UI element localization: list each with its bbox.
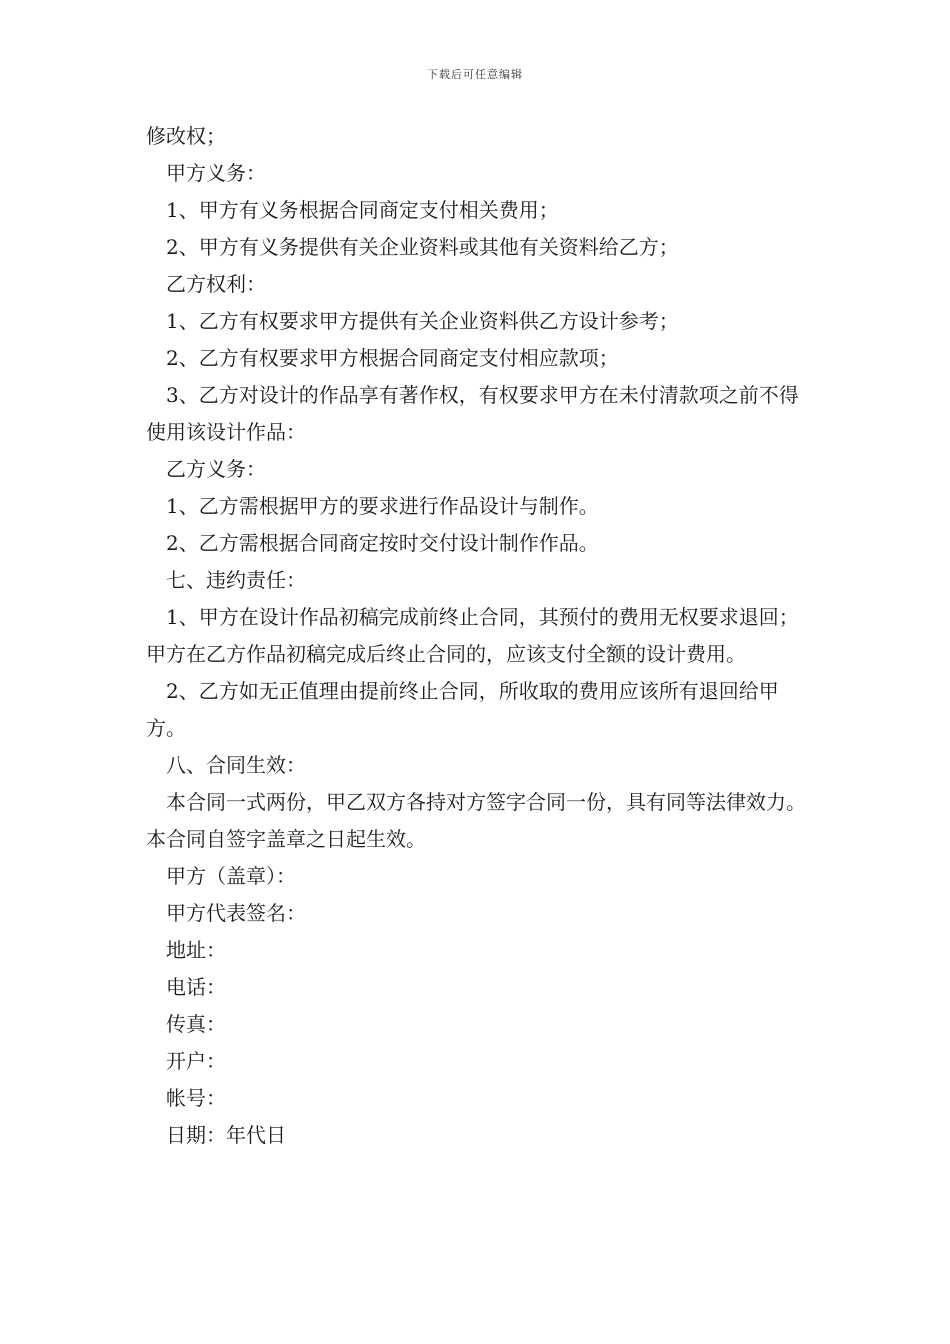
- list-item: 1、乙方需根据甲方的要求进行作品设计与制作。: [166, 494, 599, 518]
- section-party-a-obligations: 甲方义务：: [166, 161, 266, 185]
- signature-field-fax: 传真：: [166, 1012, 226, 1036]
- signature-field-seal: 甲方（盖章）：: [166, 864, 296, 888]
- list-item: 1、甲方有义务根据合同商定支付相关费用；: [166, 198, 559, 222]
- signature-field-bank: 开户：: [166, 1049, 226, 1073]
- list-item: 1、乙方有权要求甲方提供有关企业资料供乙方设计参考；: [166, 309, 679, 333]
- signature-field-date: 日期：年代日: [166, 1123, 286, 1147]
- header-note: 下载后可任意编辑: [427, 68, 523, 81]
- signature-field-representative: 甲方代表签名：: [166, 901, 306, 925]
- list-item: 2、乙方有权要求甲方根据合同商定支付相应款项；: [166, 346, 619, 370]
- section-party-b-rights: 乙方权利：: [166, 272, 266, 296]
- paragraph-modify-right: 修改权；: [146, 124, 226, 148]
- list-item: 2、乙方需根据合同商定按时交付设计制作作品。: [166, 531, 599, 555]
- section-contract-effect: 八、合同生效：: [166, 753, 306, 777]
- section-party-b-obligations: 乙方义务：: [166, 457, 266, 481]
- paragraph-effect-clause: 本合同一式两份，甲乙双方各持对方签字合同一份，具有同等法律效力。本合同自签字盖章之日起生效。: [146, 790, 806, 851]
- list-item: 2、乙方如无正值理由提前终止合同，所收取的费用应该所有退回给甲方。: [146, 679, 779, 740]
- signature-field-address: 地址：: [166, 938, 226, 962]
- signature-field-account: 帐号：: [166, 1086, 226, 1110]
- signature-field-phone: 电话：: [166, 975, 226, 999]
- list-item: 1、甲方在设计作品初稿完成前终止合同，其预付的费用无权要求退回；甲方在乙方作品初稿完成后终止合同的，应该支付全额的设计费用。: [146, 605, 799, 666]
- section-breach-liability: 七、违约责任：: [166, 568, 306, 592]
- document-body: [146, 118, 808, 1154]
- list-item: 3、乙方对设计的作品享有著作权，有权要求甲方在未付清款项之前不得使用该设计作品：: [146, 383, 799, 444]
- list-item: 2、甲方有义务提供有关企业资料或其他有关资料给乙方；: [166, 235, 679, 259]
